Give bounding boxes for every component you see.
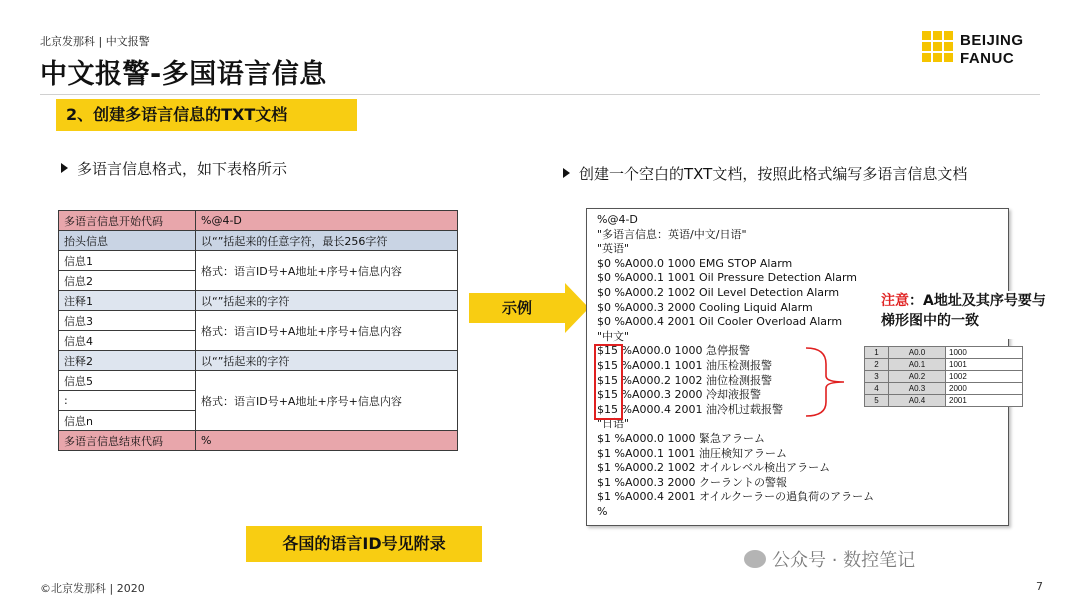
- table-row: 2 A0.1 1001: [865, 359, 1023, 371]
- table-row: 信息n: [59, 411, 458, 431]
- txt-line: $0 %A000.3 2000 Cooling Liquid Alarm: [597, 300, 813, 314]
- txt-line: $1 %A000.0 1000 緊急アラーム: [597, 432, 765, 445]
- language-id-highlight: [594, 344, 623, 420]
- ladder-table: [864, 346, 1023, 407]
- breadcrumb: 北京发那科 | 中文报警: [40, 35, 150, 48]
- note-text: ：A地址及其序号要与梯形图中的一致: [881, 293, 1046, 329]
- page-title: 中文报警-多国语言信息: [40, 59, 327, 90]
- appendix-note: 各国的语言ID号见附录: [246, 526, 482, 562]
- table-row: 信息4: [59, 331, 458, 351]
- bullet-arrow-icon: [563, 168, 570, 178]
- logo-line2: FANUC: [960, 50, 1015, 67]
- footer-copyright: ©北京发那科 | 2020: [40, 582, 145, 595]
- table-row: 信息5 格式：语言ID号+A地址+序号+信息内容: [59, 371, 458, 391]
- txt-line: $15 %A000.4 2001 油冷机过载报警: [597, 402, 783, 416]
- txt-line: $0 %A000.1 1001 Oil Pressure Detection Alarm: [597, 271, 857, 285]
- txt-line: "中文": [597, 329, 630, 343]
- brace-icon: [804, 346, 852, 418]
- txt-line: $1 %A000.2 1002 オイルレベル検出アラーム: [597, 461, 831, 475]
- table-row: 信息3 格式：语言ID号+A地址+序号+信息内容: [59, 311, 458, 331]
- txt-line: $0 %A000.0 1000 EMG STOP Alarm: [597, 256, 793, 270]
- txt-line: $15 %A000.1 1001 油压检测报警: [597, 359, 772, 372]
- table-row: 信息2: [59, 271, 458, 291]
- beijing-fanuc-logo: [922, 31, 1046, 69]
- table-row: 注释2 以“”括起来的字符: [59, 351, 458, 371]
- txt-line: "日语": [597, 417, 630, 431]
- table-row: 信息1 格式：语言ID号+A地址+序号+信息内容: [59, 251, 458, 271]
- right-bullet: 创建一个空白的TXT文档，按照此格式编写多语言信息文档: [563, 163, 967, 184]
- wechat-icon: [744, 550, 766, 568]
- txt-line: $15 %A000.3 2000 冷却液报警: [597, 388, 761, 402]
- note-label: 注意: [881, 293, 909, 309]
- table-row: 多语言信息结束代码 %: [59, 431, 458, 451]
- txt-line: $15 %A000.2 1002 油位检测报警: [597, 373, 772, 387]
- table-row: 5 A0.4 2001: [865, 395, 1023, 407]
- title-divider: [40, 94, 1040, 95]
- page-number: 7: [1036, 580, 1043, 593]
- bullet-arrow-icon: [61, 163, 68, 173]
- txt-line: %@4-D: [597, 213, 638, 226]
- section-label: 2、创建多语言信息的TXT文档: [56, 99, 357, 131]
- table-row: 注释1 以“”括起来的字符: [59, 291, 458, 311]
- format-table: [58, 210, 458, 451]
- txt-line: $1 %A000.3 2000 クーラントの警報: [597, 475, 787, 489]
- left-bullet: 多语言信息格式，如下表格所示: [61, 158, 287, 179]
- txt-line: "英语": [597, 242, 630, 256]
- note-callout: [876, 291, 1048, 339]
- table-row: 1 A0.0 1000: [865, 347, 1023, 359]
- wechat-watermark: 公众号 · 数控笔记: [744, 546, 915, 572]
- txt-line: $1 %A000.1 1001 油圧検知アラーム: [597, 446, 787, 460]
- txt-line: $1 %A000.4 2001 オイルクーラーの過負荷のアラーム: [597, 490, 875, 504]
- table-row: 4 A0.3 2000: [865, 383, 1023, 395]
- txt-line: $0 %A000.4 2001 Oil Cooler Overload Alarm: [597, 315, 843, 329]
- example-label: 示例: [469, 293, 565, 323]
- table-row: :: [59, 391, 458, 411]
- logo-line1: BEIJING: [960, 32, 1024, 49]
- table-row: 3 A0.2 1002: [865, 371, 1023, 383]
- txt-line: %: [597, 505, 608, 518]
- table-row: 多语言信息开始代码 %@4-D: [59, 211, 458, 231]
- txt-line: $15 %A000.0 1000 急停报警: [597, 344, 750, 358]
- txt-line: "多语言信息：英语/中文/日语": [597, 227, 747, 241]
- txt-line: $0 %A000.2 1002 Oil Level Detection Alarm: [597, 286, 840, 299]
- table-row: 抬头信息 以“”括起来的任意字符，最长256字符: [59, 231, 458, 251]
